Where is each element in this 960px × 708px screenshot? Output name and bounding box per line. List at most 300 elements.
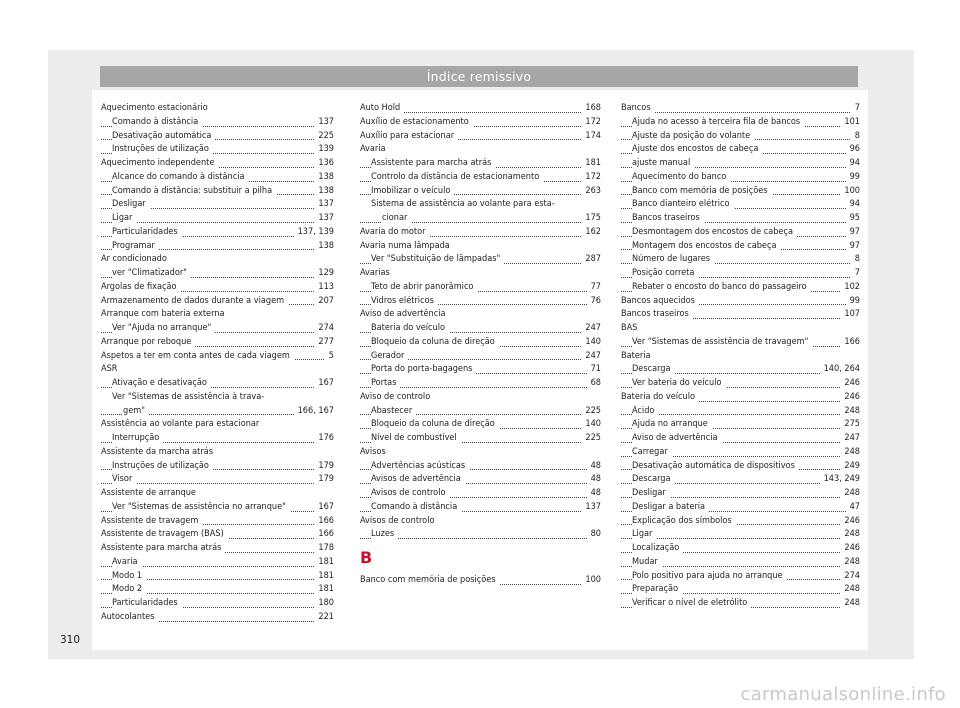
entry-page-ref: 8: [851, 130, 860, 144]
entry-label: Montagem dos encostos de cabeça: [632, 241, 780, 251]
index-subentry: [621, 460, 860, 474]
index-subentry: [360, 336, 601, 350]
index-entry: [360, 226, 601, 240]
index-subentry: [621, 473, 860, 487]
entry-label: Arranque com bateria externa: [101, 309, 225, 320]
entry-page-ref: 101: [840, 116, 860, 130]
entry-label: Rebater o encosto do banco do passageiro: [632, 282, 811, 292]
entry-label: Luzes: [371, 529, 398, 539]
index-entry: [621, 350, 860, 364]
index-subentry: [101, 597, 334, 611]
entry-label: Explicação dos símbolos: [632, 516, 736, 526]
entry-label: Avarias: [360, 268, 390, 278]
entry-page-ref: 138: [314, 171, 334, 185]
entry-label: Banco com memória de posições: [632, 186, 772, 196]
index-subentry: [101, 143, 334, 157]
index-entry: [101, 542, 334, 556]
entry-label: Descarga: [632, 474, 675, 484]
entry-page-ref: 99: [846, 295, 860, 309]
entry-label: gem": [123, 406, 149, 416]
entry-label: Controlo da distância de estacionamento: [371, 172, 543, 182]
entry-page-ref: 166: [314, 515, 334, 529]
entry-label: Avaria do motor: [360, 227, 430, 237]
entry-label: Comando à distância: substituir a pilha: [112, 186, 276, 196]
entry-label: Ajuda no arranque: [632, 419, 712, 429]
index-subentry: [360, 212, 601, 226]
index-subentry: [621, 198, 860, 212]
index-subentry: [101, 501, 334, 515]
entry-label: cionar: [382, 213, 411, 223]
entry-label: Armazenamento de dados durante a viagem: [101, 296, 288, 306]
index-subentry: [101, 583, 334, 597]
entry-label: Particularidades: [112, 598, 182, 608]
index-subentry: [621, 501, 860, 515]
index-subentry: [360, 528, 601, 542]
index-subentry: [621, 515, 860, 529]
index-subentry: [101, 473, 334, 487]
entry-page-ref: 137: [581, 501, 601, 515]
entry-label: Particularidades: [112, 227, 182, 237]
index-entry: [101, 281, 334, 295]
entry-page-ref: 5: [325, 350, 334, 364]
index-subentry: [360, 363, 601, 377]
index-subentry: [101, 116, 334, 130]
entry-label: Teto de abrir panorâmico: [371, 282, 477, 292]
index-subentry: [621, 157, 860, 171]
entry-label: Abastecer: [371, 406, 416, 416]
entry-page-ref: 95: [846, 212, 860, 226]
entry-page-ref: 99: [846, 171, 860, 185]
index-subentry: [360, 281, 601, 295]
index-subentry: [360, 253, 601, 267]
page-number: 310: [60, 634, 81, 646]
entry-label: Aviso de advertência: [632, 433, 722, 443]
entry-page-ref: 166: [840, 336, 860, 350]
index-entry: [101, 446, 334, 460]
entry-page-ref: 179: [314, 460, 334, 474]
entry-page-ref: 167: [314, 501, 334, 515]
entry-label: Bancos aquecidos: [621, 296, 699, 306]
entry-label: Ar condicionado: [101, 254, 167, 265]
entry-page-ref: 138: [314, 240, 334, 254]
entry-page-ref: 137, 139: [294, 226, 334, 240]
index-subentry: [360, 473, 601, 487]
entry-page-ref: 137: [314, 116, 334, 130]
index-subentry: [621, 418, 860, 432]
index-subentry: [621, 240, 860, 254]
index-subentry: [621, 363, 860, 377]
entry-page-ref: 129: [314, 267, 334, 281]
entry-page-ref: 140, 264: [820, 363, 860, 377]
entry-label: Localização: [632, 543, 683, 553]
index-entry: [101, 487, 334, 501]
index-entry: [621, 391, 860, 405]
entry-label: ver "Climatizador": [112, 268, 191, 278]
entry-label: Banco dianteiro elétrico: [632, 199, 734, 209]
entry-page-ref: 140: [581, 418, 601, 432]
entry-label: Ajuda no acesso à terceira fila de bancos: [632, 117, 804, 127]
entry-label: Avisos de controlo: [371, 488, 449, 498]
index-subentry: [621, 487, 860, 501]
entry-page-ref: 225: [581, 405, 601, 419]
entry-label: Ajuste da posição do volante: [632, 131, 754, 141]
index-subentry: [360, 157, 601, 171]
entry-page-ref: 140: [581, 336, 601, 350]
index-entry: [101, 102, 334, 116]
entry-page-ref: 100: [581, 574, 601, 588]
entry-page-ref: 246: [840, 391, 860, 405]
entry-page-ref: 139: [314, 143, 334, 157]
entry-page-ref: 48: [587, 460, 601, 474]
index-entry: [360, 116, 601, 130]
index-entry: [360, 574, 601, 588]
entry-label: Verificar o nível de eletrólito: [632, 598, 751, 608]
index-entry: [360, 391, 601, 405]
entry-page-ref: 100: [840, 185, 860, 199]
index-entry: [621, 295, 860, 309]
entry-page-ref: 207: [314, 295, 334, 309]
entry-label: Instruções de utilização: [112, 144, 213, 154]
entry-label: Porta do porta-bagagens: [371, 364, 476, 374]
entry-label: Ver bateria do veículo: [632, 378, 726, 388]
index-entry: [101, 295, 334, 309]
entry-label: Assistente de travagem (BAS): [101, 529, 228, 539]
entry-page-ref: 7: [851, 102, 860, 116]
entry-label: Bateria: [621, 350, 651, 361]
entry-page-ref: 263: [581, 185, 601, 199]
index-subentry: [360, 171, 601, 185]
index-entry: [101, 157, 334, 171]
entry-page-ref: 176: [314, 432, 334, 446]
index-subentry: [101, 322, 334, 336]
entry-page-ref: 175: [581, 212, 601, 226]
index-subentry: [101, 432, 334, 446]
entry-label: Auxílio de estacionamento: [360, 117, 473, 127]
entry-label: ajuste manual: [632, 158, 694, 168]
index-entry: [360, 446, 601, 460]
entry-page-ref: 248: [840, 556, 860, 570]
entry-page-ref: 178: [314, 542, 334, 556]
entry-page-ref: 168: [581, 102, 601, 116]
entry-page-ref: 248: [840, 597, 860, 611]
index-subentry: [360, 295, 601, 309]
entry-label: Ver "Sistemas de assistência de travagem": [632, 337, 812, 347]
index-entry: [621, 322, 860, 336]
entry-page-ref: 172: [581, 116, 601, 130]
entry-page-ref: 181: [314, 570, 334, 584]
dot-leader: [621, 112, 860, 113]
entry-label: Avisos: [360, 446, 386, 457]
entry-label: Avaria: [112, 557, 142, 567]
entry-page-ref: 137: [314, 198, 334, 212]
entry-page-ref: 166: [314, 528, 334, 542]
entry-label: Argolas de fixação: [101, 282, 181, 292]
entry-page-ref: 247: [581, 322, 601, 336]
index-subentry: [621, 570, 860, 584]
index-subentry: [360, 501, 601, 515]
entry-page-ref: 166, 167: [294, 405, 334, 419]
index-entry: [360, 515, 601, 529]
entry-page-ref: 48: [587, 487, 601, 501]
entry-page-ref: 138: [314, 185, 334, 199]
index-subentry: [621, 377, 860, 391]
index-subentry: [101, 570, 334, 584]
entry-label: Número de lugares: [632, 254, 714, 264]
entry-page-ref: 248: [840, 487, 860, 501]
entry-page-ref: 172: [581, 171, 601, 185]
entry-page-ref: 274: [314, 322, 334, 336]
index-subentry: [621, 597, 860, 611]
index-subentry: [621, 446, 860, 460]
entry-label: Posição correta: [632, 268, 698, 278]
entry-label: Mudar: [632, 557, 662, 567]
entry-label: Aquecimento do banco: [632, 172, 730, 182]
entry-page-ref: 221: [314, 611, 334, 625]
index-subentry: [621, 281, 860, 295]
index-subentry: [621, 116, 860, 130]
index-column-3: [621, 102, 860, 611]
page-title: Índice remissivo: [100, 66, 858, 87]
entry-page-ref: 137: [314, 212, 334, 226]
index-subentry: [101, 267, 334, 281]
entry-page-ref: 97: [846, 226, 860, 240]
index-subentry: [101, 171, 334, 185]
entry-label: Banco com memória de posições: [360, 575, 500, 585]
entry-label: Ver "Sistemas de assistência à trava-: [112, 391, 265, 402]
index-subentry: [101, 185, 334, 199]
index-subentry: [101, 405, 334, 419]
index-subentry: [621, 542, 860, 556]
entry-label: Aviso de advertência: [360, 309, 446, 320]
entry-label: Ver "Substituição de lâmpadas": [371, 254, 504, 264]
index-subentry: [621, 432, 860, 446]
index-entry: [621, 308, 860, 322]
entry-page-ref: 249: [840, 460, 860, 474]
entry-label: Preparação: [632, 584, 682, 594]
entry-label: BAS: [621, 323, 638, 333]
index-entry: [101, 308, 334, 322]
index-subentry: [621, 336, 860, 350]
entry-page-ref: 179: [314, 473, 334, 487]
entry-label: Avaria numa lâmpada: [360, 240, 450, 251]
entry-label: Assistência ao volante para estacionar: [101, 419, 260, 430]
entry-label: Aquecimento independente: [101, 158, 218, 168]
entry-label: Avisos de controlo: [360, 515, 435, 526]
entry-label: Vidros elétricos: [371, 296, 438, 306]
entry-page-ref: 47: [846, 501, 860, 515]
entry-page-ref: 136: [314, 157, 334, 171]
index-subentry: [621, 212, 860, 226]
entry-label: Bateria do veículo: [371, 323, 449, 333]
entry-label: Desativação automática de dispositivos: [632, 461, 799, 471]
entry-page-ref: 181: [314, 556, 334, 570]
entry-page-ref: 48: [587, 473, 601, 487]
entry-label: Avaria: [360, 144, 386, 155]
entry-label: Bancos traseiros: [621, 309, 693, 319]
index-entry: [360, 102, 601, 116]
entry-label: Bloqueio da coluna de direção: [371, 337, 499, 347]
entry-label: Arranque por reboque: [101, 337, 195, 347]
index-entry: [101, 418, 334, 432]
index-subentry: [101, 240, 334, 254]
index-subentry: [621, 583, 860, 597]
index-entry: [101, 253, 334, 267]
index-subentry: [360, 322, 601, 336]
entry-label: Interrupção: [112, 433, 163, 443]
entry-label: Ver "Sistemas de assistência no arranque": [112, 502, 290, 512]
entry-label: Programar: [112, 241, 159, 251]
entry-label: Assistente para marcha atrás: [101, 543, 225, 553]
index-entry: [101, 336, 334, 350]
entry-label: Visor: [112, 474, 136, 484]
index-subentry: [101, 130, 334, 144]
index-subentry: [101, 556, 334, 570]
entry-page-ref: 180: [314, 597, 334, 611]
index-entry: [101, 515, 334, 529]
index-subentry: [621, 185, 860, 199]
entry-label: Ajuste dos encostos de cabeça: [632, 144, 762, 154]
entry-label: Desligar a bateria: [632, 502, 709, 512]
entry-label: Sistema de assistência ao volante para esta-: [371, 199, 555, 210]
entry-label: Aviso de controlo: [360, 391, 431, 402]
index-column-1: [101, 102, 334, 625]
entry-page-ref: 248: [840, 405, 860, 419]
entry-page-ref: 94: [846, 157, 860, 171]
entry-label: Polo positivo para ajuda no arranque: [632, 571, 787, 581]
index-subentry: [101, 377, 334, 391]
index-subentry: [621, 556, 860, 570]
entry-label: Imobilizar o veículo: [371, 186, 454, 196]
entry-page-ref: 97: [846, 240, 860, 254]
index-entry: [360, 308, 601, 322]
entry-page-ref: 225: [581, 432, 601, 446]
index-subentry: [621, 528, 860, 542]
entry-page-ref: 246: [840, 377, 860, 391]
entry-label: Ligar: [632, 529, 656, 539]
index-subentry: [101, 212, 334, 226]
entry-label: Assistente de travagem: [101, 516, 202, 526]
entry-label: Assistente de arranque: [101, 488, 196, 498]
entry-page-ref: 94: [846, 198, 860, 212]
index-subentry: [360, 377, 601, 391]
entry-page-ref: 8: [851, 253, 860, 267]
index-subentry: [621, 405, 860, 419]
entry-label: Carregar: [632, 447, 672, 457]
entry-label: Descarga: [632, 364, 675, 374]
entry-label: Desmontagem dos encostos de cabeça: [632, 227, 797, 237]
watermark: carmanualsonline.info: [740, 684, 946, 705]
entry-label: Comando à distância: [112, 117, 202, 127]
entry-label: Bancos traseiros: [632, 213, 704, 223]
dot-leader: [621, 538, 860, 539]
index-subentry: [360, 418, 601, 432]
index-subentry: [621, 253, 860, 267]
entry-label: Assistente para marcha atrás: [371, 158, 495, 168]
entry-label: Auxílio para estacionar: [360, 131, 458, 141]
entry-label: Desativação automática: [112, 131, 215, 141]
entry-label: Aspetos a ter em conta antes de cada viagem: [101, 351, 294, 361]
entry-page-ref: 225: [314, 130, 334, 144]
index-subentry: [360, 487, 601, 501]
entry-label: Nível de combustível: [371, 433, 461, 443]
entry-page-ref: 287: [581, 253, 601, 267]
entry-label: Bateria do veículo: [621, 392, 699, 402]
entry-label: Auto Hold: [360, 103, 404, 113]
index-subentry: [360, 350, 601, 364]
entry-page-ref: 71: [587, 363, 601, 377]
index-entry: [360, 143, 601, 157]
index-subentry: [360, 460, 601, 474]
entry-page-ref: 77: [587, 281, 601, 295]
entry-label: Ver "Ajuda no arranque": [112, 323, 215, 333]
entry-label: Assistente da marcha atrás: [101, 446, 214, 457]
entry-label: Alcance do comando à distância: [112, 172, 249, 182]
entry-page-ref: 167: [314, 377, 334, 391]
entry-label: Ácido: [632, 406, 658, 416]
index-subentry: [101, 198, 334, 212]
entry-page-ref: 113: [314, 281, 334, 295]
entry-page-ref: 247: [840, 432, 860, 446]
entry-page-ref: 248: [840, 583, 860, 597]
entry-label: Modo 1: [112, 571, 146, 581]
entry-page-ref: 80: [587, 528, 601, 542]
entry-page-ref: 246: [840, 542, 860, 556]
entry-label: Ligar: [112, 213, 136, 223]
entry-label: Desligar: [632, 488, 670, 498]
entry-page-ref: 246: [840, 515, 860, 529]
entry-page-ref: 7: [851, 267, 860, 281]
index-subentry: [101, 226, 334, 240]
entry-page-ref: 76: [587, 295, 601, 309]
entry-label: Portas: [371, 378, 400, 388]
entry-page-ref: 248: [840, 528, 860, 542]
index-subentry: [621, 143, 860, 157]
entry-label: Advertências acústicas: [371, 461, 469, 471]
index-entry: [360, 240, 601, 254]
entry-label: Aquecimento estacionário: [101, 103, 208, 113]
index-subentry: [360, 405, 601, 419]
entry-label: Comando à distância: [371, 502, 461, 512]
entry-page-ref: 102: [840, 281, 860, 295]
index-column-2: [360, 102, 601, 588]
entry-label: Ativação e desativação: [112, 378, 211, 388]
entry-page-ref: 143, 249: [820, 473, 860, 487]
index-subentry: [101, 391, 334, 405]
entry-label: Desligar: [112, 199, 150, 209]
index-subentry: [621, 130, 860, 144]
entry-page-ref: 248: [840, 446, 860, 460]
entry-page-ref: 174: [581, 130, 601, 144]
entry-label: Instruções de utilização: [112, 461, 213, 471]
index-entry: [360, 267, 601, 281]
entry-label: Autocolantes: [101, 612, 158, 622]
index-entry: [101, 611, 334, 625]
entry-page-ref: 68: [587, 377, 601, 391]
entry-page-ref: 275: [840, 418, 860, 432]
index-subentry: [621, 171, 860, 185]
entry-label: Gerador: [371, 351, 408, 361]
index-entry: [101, 528, 334, 542]
section-letter: B: [360, 548, 373, 567]
index-subentry: [360, 185, 601, 199]
entry-page-ref: 277: [314, 336, 334, 350]
index-subentry: [621, 226, 860, 240]
entry-page-ref: 181: [314, 583, 334, 597]
index-entry: [101, 363, 334, 377]
entry-label: Bancos: [621, 103, 655, 113]
index-subentry: [360, 432, 601, 446]
index-subentry: [101, 460, 334, 474]
